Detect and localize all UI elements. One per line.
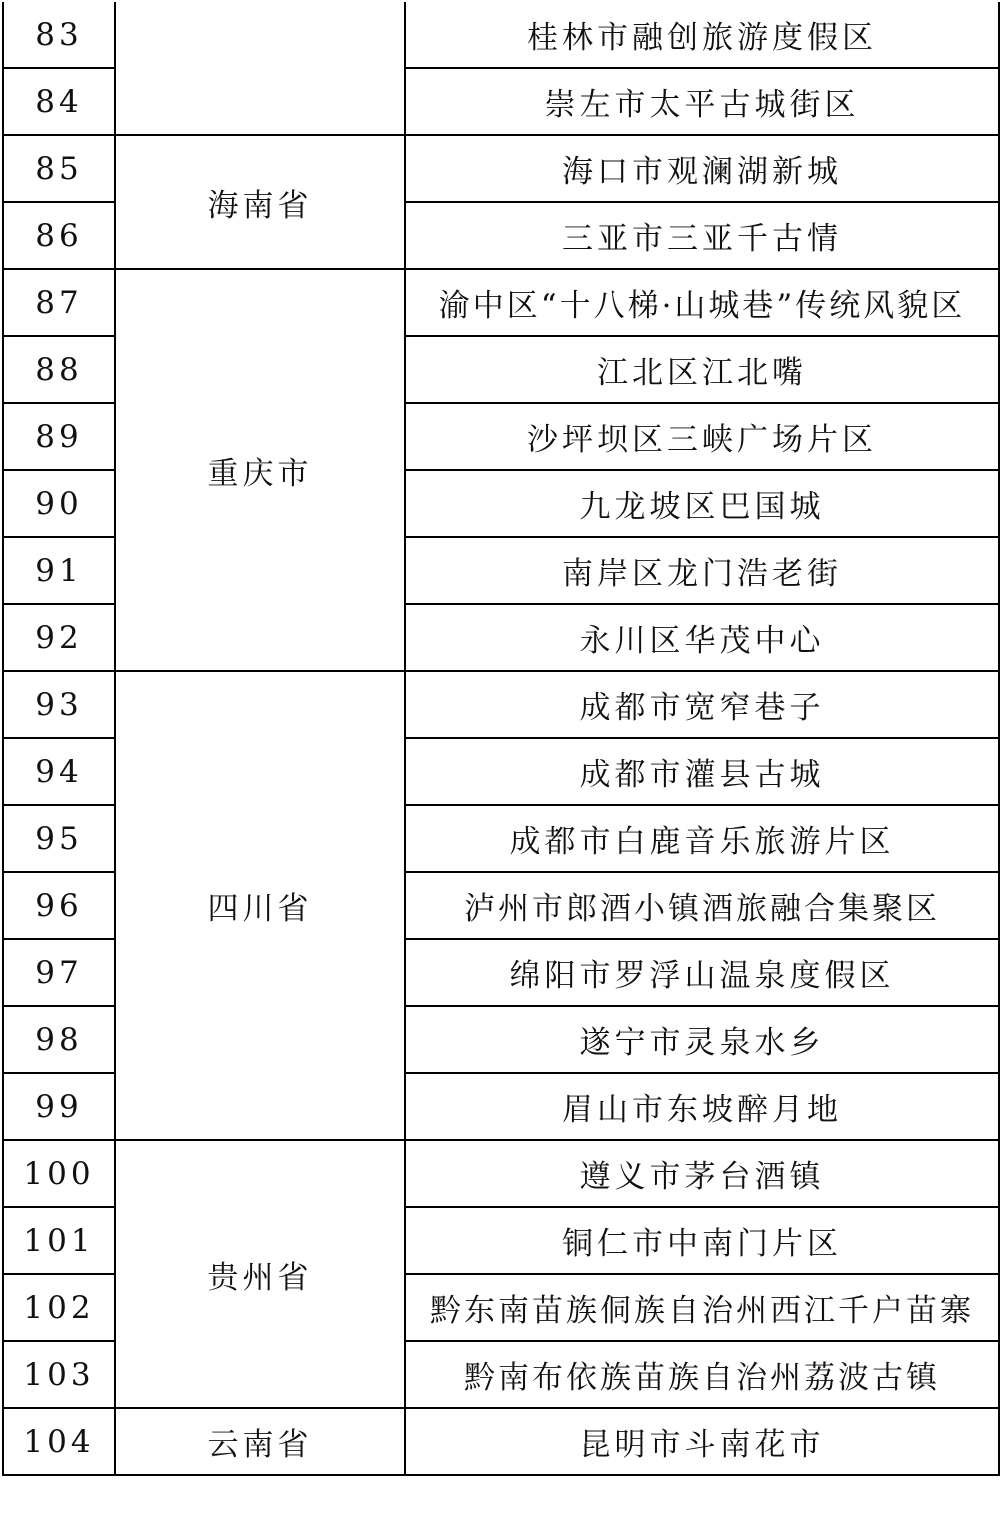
row-number: 104 — [3, 1408, 115, 1475]
attraction-name: 黔东南苗族侗族自治州西江千户苗寨 — [405, 1274, 999, 1341]
table-row — [3, 1408, 999, 1475]
table-row — [3, 2, 999, 68]
table-row — [3, 269, 999, 336]
province-cell — [115, 2, 405, 135]
province-cell: 重庆市 — [115, 269, 405, 671]
attraction-name: 海口市观澜湖新城 — [405, 135, 999, 202]
attraction-name: 渝中区“十八梯·山城巷”传统风貌区 — [405, 269, 999, 336]
table-row — [3, 671, 999, 738]
row-number: 84 — [3, 68, 115, 135]
row-number: 85 — [3, 135, 115, 202]
attraction-name: 黔南布依族苗族自治州荔波古镇 — [405, 1341, 999, 1408]
row-number: 88 — [3, 336, 115, 403]
attractions-table — [2, 2, 1000, 1476]
attraction-name: 成都市灌县古城 — [405, 738, 999, 805]
province-cell: 云南省 — [115, 1408, 405, 1475]
row-number: 95 — [3, 805, 115, 872]
attraction-name: 绵阳市罗浮山温泉度假区 — [405, 939, 999, 1006]
row-number: 91 — [3, 537, 115, 604]
row-number: 92 — [3, 604, 115, 671]
attraction-name: 沙坪坝区三峡广场片区 — [405, 403, 999, 470]
row-number: 99 — [3, 1073, 115, 1140]
attraction-name: 桂林市融创旅游度假区 — [405, 2, 999, 68]
attraction-name: 泸州市郎酒小镇酒旅融合集聚区 — [405, 872, 999, 939]
attraction-name: 成都市白鹿音乐旅游片区 — [405, 805, 999, 872]
row-number: 94 — [3, 738, 115, 805]
row-number: 83 — [3, 2, 115, 68]
attraction-name: 遂宁市灵泉水乡 — [405, 1006, 999, 1073]
attraction-name: 遵义市茅台酒镇 — [405, 1140, 999, 1207]
row-number: 101 — [3, 1207, 115, 1274]
attraction-name: 九龙坡区巴国城 — [405, 470, 999, 537]
attraction-name: 昆明市斗南花市 — [405, 1408, 999, 1475]
row-number: 96 — [3, 872, 115, 939]
row-number: 102 — [3, 1274, 115, 1341]
attraction-name: 铜仁市中南门片区 — [405, 1207, 999, 1274]
attraction-name: 永川区华茂中心 — [405, 604, 999, 671]
attraction-name: 南岸区龙门浩老街 — [405, 537, 999, 604]
row-number: 87 — [3, 269, 115, 336]
row-number: 98 — [3, 1006, 115, 1073]
province-cell: 海南省 — [115, 135, 405, 269]
row-number: 97 — [3, 939, 115, 1006]
row-number: 86 — [3, 202, 115, 269]
attraction-name: 成都市宽窄巷子 — [405, 671, 999, 738]
attraction-name: 崇左市太平古城街区 — [405, 68, 999, 135]
table-row — [3, 135, 999, 202]
row-number: 93 — [3, 671, 115, 738]
attraction-name: 江北区江北嘴 — [405, 336, 999, 403]
province-cell: 四川省 — [115, 671, 405, 1140]
attraction-name: 眉山市东坡醉月地 — [405, 1073, 999, 1140]
attraction-name: 三亚市三亚千古情 — [405, 202, 999, 269]
row-number: 90 — [3, 470, 115, 537]
province-cell: 贵州省 — [115, 1140, 405, 1408]
row-number: 89 — [3, 403, 115, 470]
row-number: 103 — [3, 1341, 115, 1408]
table-row — [3, 1140, 999, 1207]
row-number: 100 — [3, 1140, 115, 1207]
